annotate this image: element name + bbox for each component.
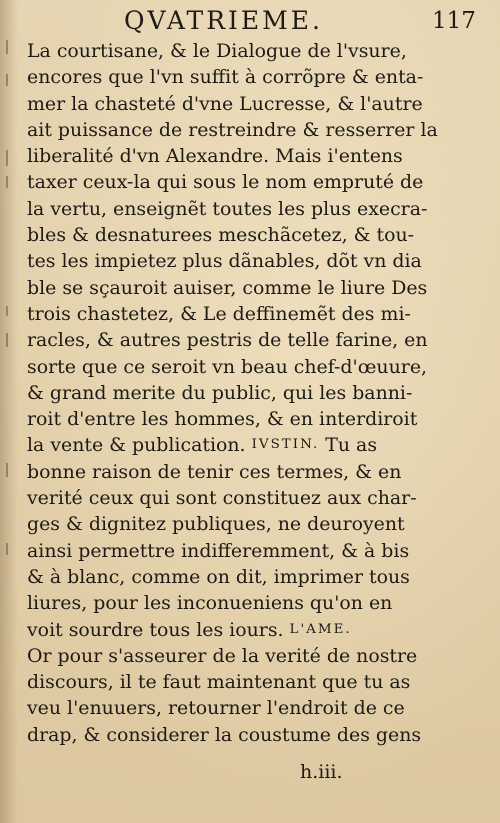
text-line (27, 327, 487, 353)
text-segment: Or pour s'asseurer de la verité de nostre (27, 644, 418, 667)
text-segment: & grand merite du public, qui les banni- (27, 381, 413, 404)
speaker-label: L'AME. (289, 621, 352, 637)
text-segment: veu l'enuuers, retourner l'endroit de ce (27, 697, 405, 720)
text-line (27, 722, 487, 748)
text-segment: ges & dignitez publiques, ne deuroyent (27, 513, 405, 536)
signature-mark: h.iii. (300, 761, 343, 783)
text-line (27, 485, 487, 511)
text-segment: roit d'entre les hommes, & en interdiroit (27, 408, 418, 431)
text-segment: ainsi permettre indifferemment, & à bis (27, 539, 410, 562)
text-line (27, 169, 487, 195)
text-segment: taxer ceux-la qui sous le nom empruté de (27, 171, 424, 194)
text-line (27, 143, 487, 169)
text-segment: mer la chasteté d'vne Lucresse, & l'autre (27, 92, 423, 115)
text-line (27, 564, 487, 590)
text-line (27, 275, 487, 301)
text-segment: la vente & publication. (27, 434, 252, 457)
text-segment: verité ceux qui sont constituez aux char- (27, 487, 417, 510)
text-segment: liberalité d'vn Alexandre. Mais i'entens (27, 145, 403, 168)
text-line (27, 248, 487, 274)
text-segment: liures, pour les inconueniens qu'on en (27, 592, 393, 615)
text-line (27, 432, 487, 458)
text-segment: la vertu, enseignẽt toutes les plus execra- (27, 197, 428, 220)
text-line (27, 301, 487, 327)
text-line (27, 406, 487, 432)
text-segment: ait puissance de restreindre & resserrer la (27, 118, 438, 141)
text-segment: tes les impietez plus dãnables, dõt vn dia (27, 250, 422, 273)
text-line (27, 590, 487, 616)
text-segment: sorte que ce seroit vn beau chef-d'œuure, (27, 355, 428, 378)
text-line (27, 91, 487, 117)
text-line (27, 695, 487, 721)
text-segment: bonne raison de tenir ces termes, & en (27, 460, 402, 483)
text-line (27, 538, 487, 564)
text-segment: Tu as (319, 434, 378, 457)
text-segment: racles, & autres pestris de telle farine, en (27, 329, 428, 352)
text-line (27, 511, 487, 537)
text-line (27, 222, 487, 248)
show-through-marks (6, 38, 12, 558)
text-line (27, 617, 487, 643)
text-segment: discours, il te faut maintenant que tu as (27, 671, 411, 694)
text-line (27, 380, 487, 406)
text-segment: & à blanc, comme on dit, imprimer tous (27, 565, 410, 588)
text-segment: bles & desnaturees meschãcetez, & tou- (27, 224, 415, 247)
text-line (27, 459, 487, 485)
text-line (27, 643, 487, 669)
running-title: QVATRIEME. (124, 6, 323, 35)
text-line (27, 64, 487, 90)
body-text (27, 38, 487, 748)
text-line (27, 196, 487, 222)
running-head (0, 4, 500, 38)
text-segment: voit sourdre tous les iours. (27, 618, 290, 641)
text-segment: encores que l'vn suffit à corrõpre & enta- (27, 66, 424, 89)
page-number: 117 (432, 8, 476, 34)
text-segment: drap, & considerer la coustume des gens (27, 723, 422, 746)
text-segment: ble se sçauroit auiser, comme le liure Des (27, 276, 428, 299)
text-line (27, 38, 487, 64)
text-line (27, 669, 487, 695)
text-segment: La courtisane, & le Dialogue de l'vsure, (27, 40, 407, 62)
speaker-label: IVSTIN. (251, 437, 320, 453)
text-segment: trois chastetez, & Le deffinemẽt des mi- (27, 302, 411, 325)
text-line (27, 117, 487, 143)
text-line (27, 354, 487, 380)
